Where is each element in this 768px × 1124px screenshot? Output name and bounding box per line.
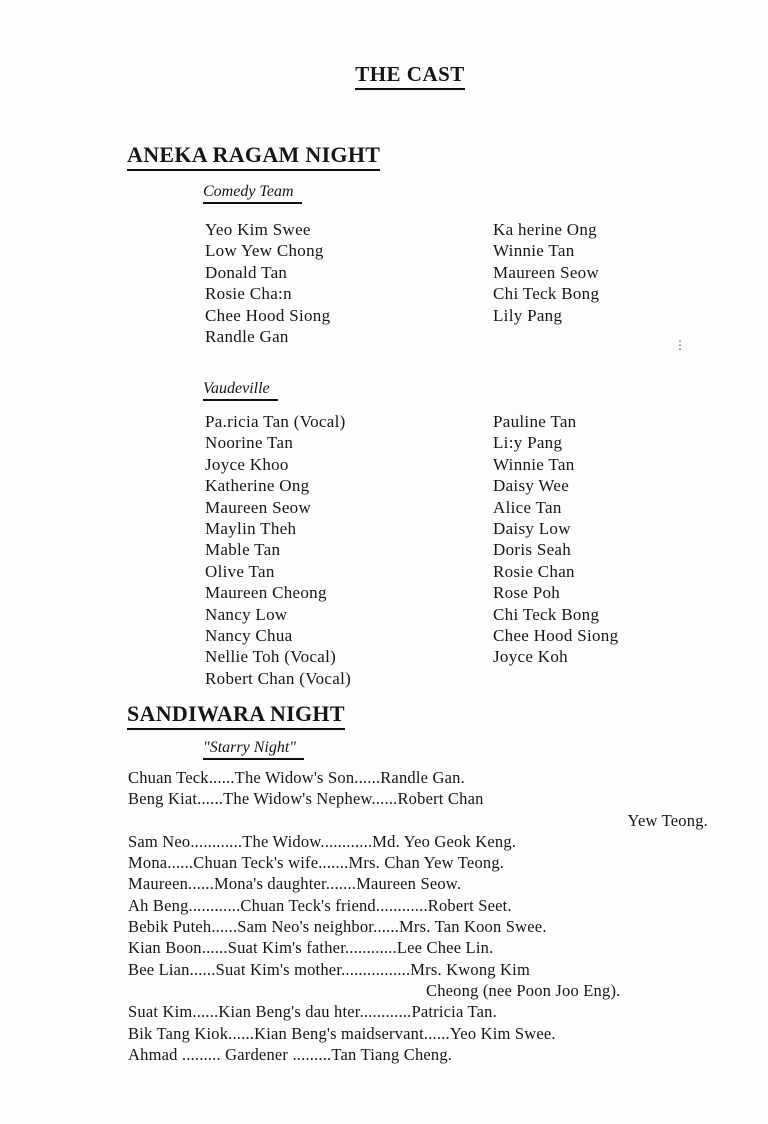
role-line: Bee Lian......Suat Kim's mother................Mrs. Kwong Kim bbox=[128, 959, 530, 979]
cast-name: Rosie Chan bbox=[493, 561, 575, 581]
cast-name: Pauline Tan bbox=[493, 412, 577, 431]
cast-name: Donald Tan bbox=[205, 262, 288, 282]
role-line: Maureen......Mona's daughter.......Maureen Seow. bbox=[128, 874, 462, 894]
cast-name: Nancy Low bbox=[205, 604, 288, 624]
cast-name: Low Yew Chong bbox=[205, 241, 324, 261]
cast-name: Ka herine Ong bbox=[493, 220, 597, 239]
subheading-vaudeville: Vaudeville bbox=[203, 380, 278, 401]
cast-name: Olive Tan bbox=[205, 561, 275, 581]
role-line: Chuan Teck......The Widow's Son......Randle Gan. bbox=[128, 768, 465, 787]
role-line-continuation: Cheong (nee Poon Joo Eng). bbox=[426, 980, 621, 1000]
page-title: THE CAST bbox=[0, 62, 768, 87]
cast-name: Chi Teck Bong bbox=[493, 284, 600, 304]
role-line: Ah Beng............Chuan Teck's friend............Robert Seet. bbox=[128, 895, 512, 915]
role-line: Bik Tang Kiok......Kian Beng's maidservant......Yeo Kim Swee. bbox=[128, 1023, 556, 1043]
role-line: Bebik Puteh......Sam Neo's neighbor......Mrs. Tan Koon Swee. bbox=[128, 917, 547, 937]
cast-name: Lily Pang bbox=[493, 305, 563, 325]
print-speck: ⋮ bbox=[674, 338, 686, 352]
subheading-comedy-team: Comedy Team bbox=[203, 183, 302, 204]
cast-name: Chee Hood Siong bbox=[205, 305, 331, 325]
role-line: Kian Boon......Suat Kim's father............Lee Chee Lin. bbox=[128, 938, 494, 958]
role-line: Suat Kim......Kian Beng's dau hter............Patricia Tan. bbox=[128, 1002, 497, 1022]
cast-name: Chee Hood Siong bbox=[493, 625, 619, 645]
role-line: Beng Kiat......The Widow's Nephew......Robert Chan bbox=[128, 789, 484, 809]
cast-name: Rosie Cha:n bbox=[205, 284, 292, 304]
cast-name: Joyce Khoo bbox=[205, 454, 289, 474]
role-line: Mona......Chuan Teck's wife.......Mrs. Chan Yew Teong. bbox=[128, 853, 505, 873]
role-line: Sam Neo............The Widow............Md. Yeo Geok Keng. bbox=[128, 831, 517, 851]
comedy-cast-left-list bbox=[205, 219, 330, 347]
role-line: Ahmad ......... Gardener .........Tan Tiang Cheng. bbox=[128, 1044, 453, 1064]
play-title: "Starry Night" bbox=[203, 739, 304, 760]
cast-name: Winnie Tan bbox=[493, 241, 575, 261]
vaudeville-cast-right-list bbox=[493, 411, 618, 668]
section-heading-sandiwara: SANDIWARA NIGHT bbox=[127, 701, 345, 730]
cast-name: Maylin Theh bbox=[205, 518, 297, 538]
cast-name: Maureen Seow bbox=[493, 262, 600, 282]
cast-name: Randle Gan bbox=[205, 326, 289, 346]
cast-name: Li:y Pang bbox=[493, 433, 563, 453]
cast-name: Chi Teck Bong bbox=[493, 604, 600, 624]
role-line-continuation: Yew Teong. bbox=[627, 810, 708, 830]
section-heading-aneka-ragam: ANEKA RAGAM NIGHT bbox=[127, 142, 380, 171]
cast-name: Nellie Toh (Vocal) bbox=[205, 647, 337, 667]
cast-name: Alice Tan bbox=[493, 497, 562, 517]
vaudeville-cast-left-list bbox=[205, 411, 351, 689]
cast-name: Doris Seah bbox=[493, 540, 572, 560]
cast-name: Yeo Kim Swee bbox=[205, 220, 311, 239]
cast-name: Joyce Koh bbox=[493, 647, 568, 667]
comedy-cast-right-list bbox=[493, 219, 599, 326]
cast-name: Maureen Seow bbox=[205, 497, 312, 517]
role-list bbox=[128, 767, 718, 1065]
cast-name: Winnie Tan bbox=[493, 454, 575, 474]
cast-name: Daisy Wee bbox=[493, 476, 570, 496]
cast-name: Robert Chan (Vocal) bbox=[205, 668, 352, 688]
cast-name: Katherine Ong bbox=[205, 476, 310, 496]
cast-name: Maureen Cheong bbox=[205, 583, 327, 603]
cast-name: Mable Tan bbox=[205, 540, 281, 560]
cast-name: Pa.ricia Tan (Vocal) bbox=[205, 412, 346, 431]
cast-name: Noorine Tan bbox=[205, 433, 294, 453]
cast-name: Rose Poh bbox=[493, 583, 561, 603]
cast-name: Nancy Chua bbox=[205, 625, 293, 645]
cast-name: Daisy Low bbox=[493, 518, 571, 538]
